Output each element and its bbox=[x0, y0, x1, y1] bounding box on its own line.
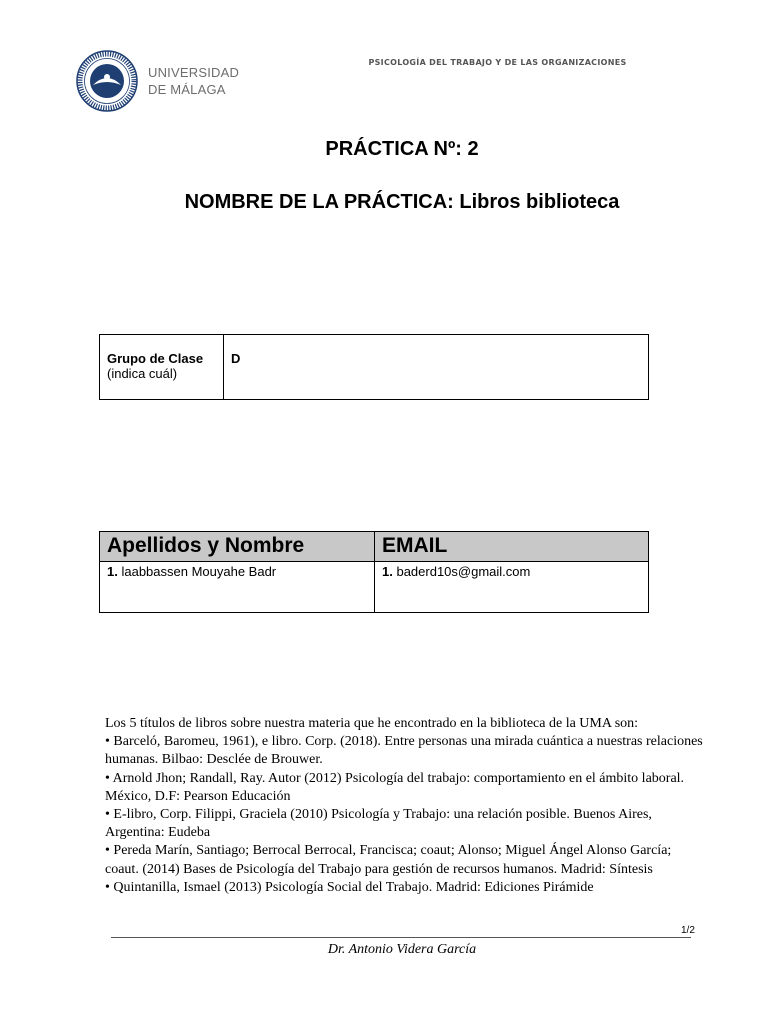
student-name-cell bbox=[100, 562, 375, 613]
footer-divider bbox=[111, 937, 691, 938]
list-item: • Quintanilla, Ismael (2013) Psicología Social del Trabajo. Madrid: Ediciones Pirámide bbox=[105, 879, 594, 895]
student-name: laabbassen Mouyahe Badr bbox=[121, 564, 277, 579]
table-row bbox=[100, 562, 649, 613]
row-index: 1. bbox=[382, 564, 393, 579]
book-list-section bbox=[105, 715, 703, 897]
practice-name-title: NOMBRE DE LA PRÁCTICA: Libros biblioteca bbox=[184, 191, 620, 213]
row-index: 1. bbox=[107, 564, 118, 579]
class-group-value: D bbox=[224, 335, 649, 400]
list-item: • Arnold Jhon; Randall, Ray. Autor (2012) Psicología del trabajo: comportamiento en el ámbito laboral. México, D.F: Pearson Educación bbox=[105, 770, 685, 804]
student-email-cell bbox=[375, 562, 649, 613]
email-column-header: EMAIL bbox=[375, 532, 649, 562]
list-item: • Pereda Marín, Santiago; Berrocal Berrocal, Francisca; coaut; Alonso; Miguel Ángel Alonso García; coaut. (2014) Bases de Psicología del Trabajo para gestión de recursos humanos. Madrid: Síntesis bbox=[105, 843, 672, 877]
course-header: PSICOLOGÍA DEL TRABAJO Y DE LAS ORGANIZACIONES bbox=[368, 58, 627, 67]
university-seal-logo bbox=[76, 50, 138, 112]
page-number: 1/2 bbox=[681, 925, 695, 936]
list-item: • Barceló, Baromeu, 1961), e libro. Corp. (2018). Entre personas una mirada cuántica a nuestras relaciones humanas. Bilbao: Desclée de Brouwer. bbox=[105, 734, 703, 768]
student-table bbox=[99, 531, 649, 613]
book-list-intro: Los 5 títulos de libros sobre nuestra materia que he encontrado en la biblioteca de la UMA son: bbox=[105, 716, 639, 731]
class-group-sublabel: (indica cuál) bbox=[107, 366, 178, 381]
name-column-header: Apellidos y Nombre bbox=[100, 532, 375, 562]
class-group-table bbox=[99, 334, 649, 400]
university-name-line2: DE MÁLAGA bbox=[148, 82, 226, 97]
practice-number-title: PRÁCTICA Nº: 2 bbox=[325, 138, 479, 160]
university-name-line1: UNIVERSIDAD bbox=[148, 65, 240, 80]
list-item: • E-libro, Corp. Filippi, Graciela (2010) Psicología y Trabajo: una relación posible. Buenos Aires, Argentina: Eudeba bbox=[105, 807, 652, 841]
footer-author: Dr. Antonio Videra García bbox=[327, 942, 477, 957]
student-email: baderd10s@gmail.com bbox=[396, 564, 531, 579]
university-name bbox=[148, 64, 239, 98]
class-group-label-cell bbox=[100, 335, 224, 400]
class-group-label: Grupo de Clase bbox=[107, 351, 204, 366]
